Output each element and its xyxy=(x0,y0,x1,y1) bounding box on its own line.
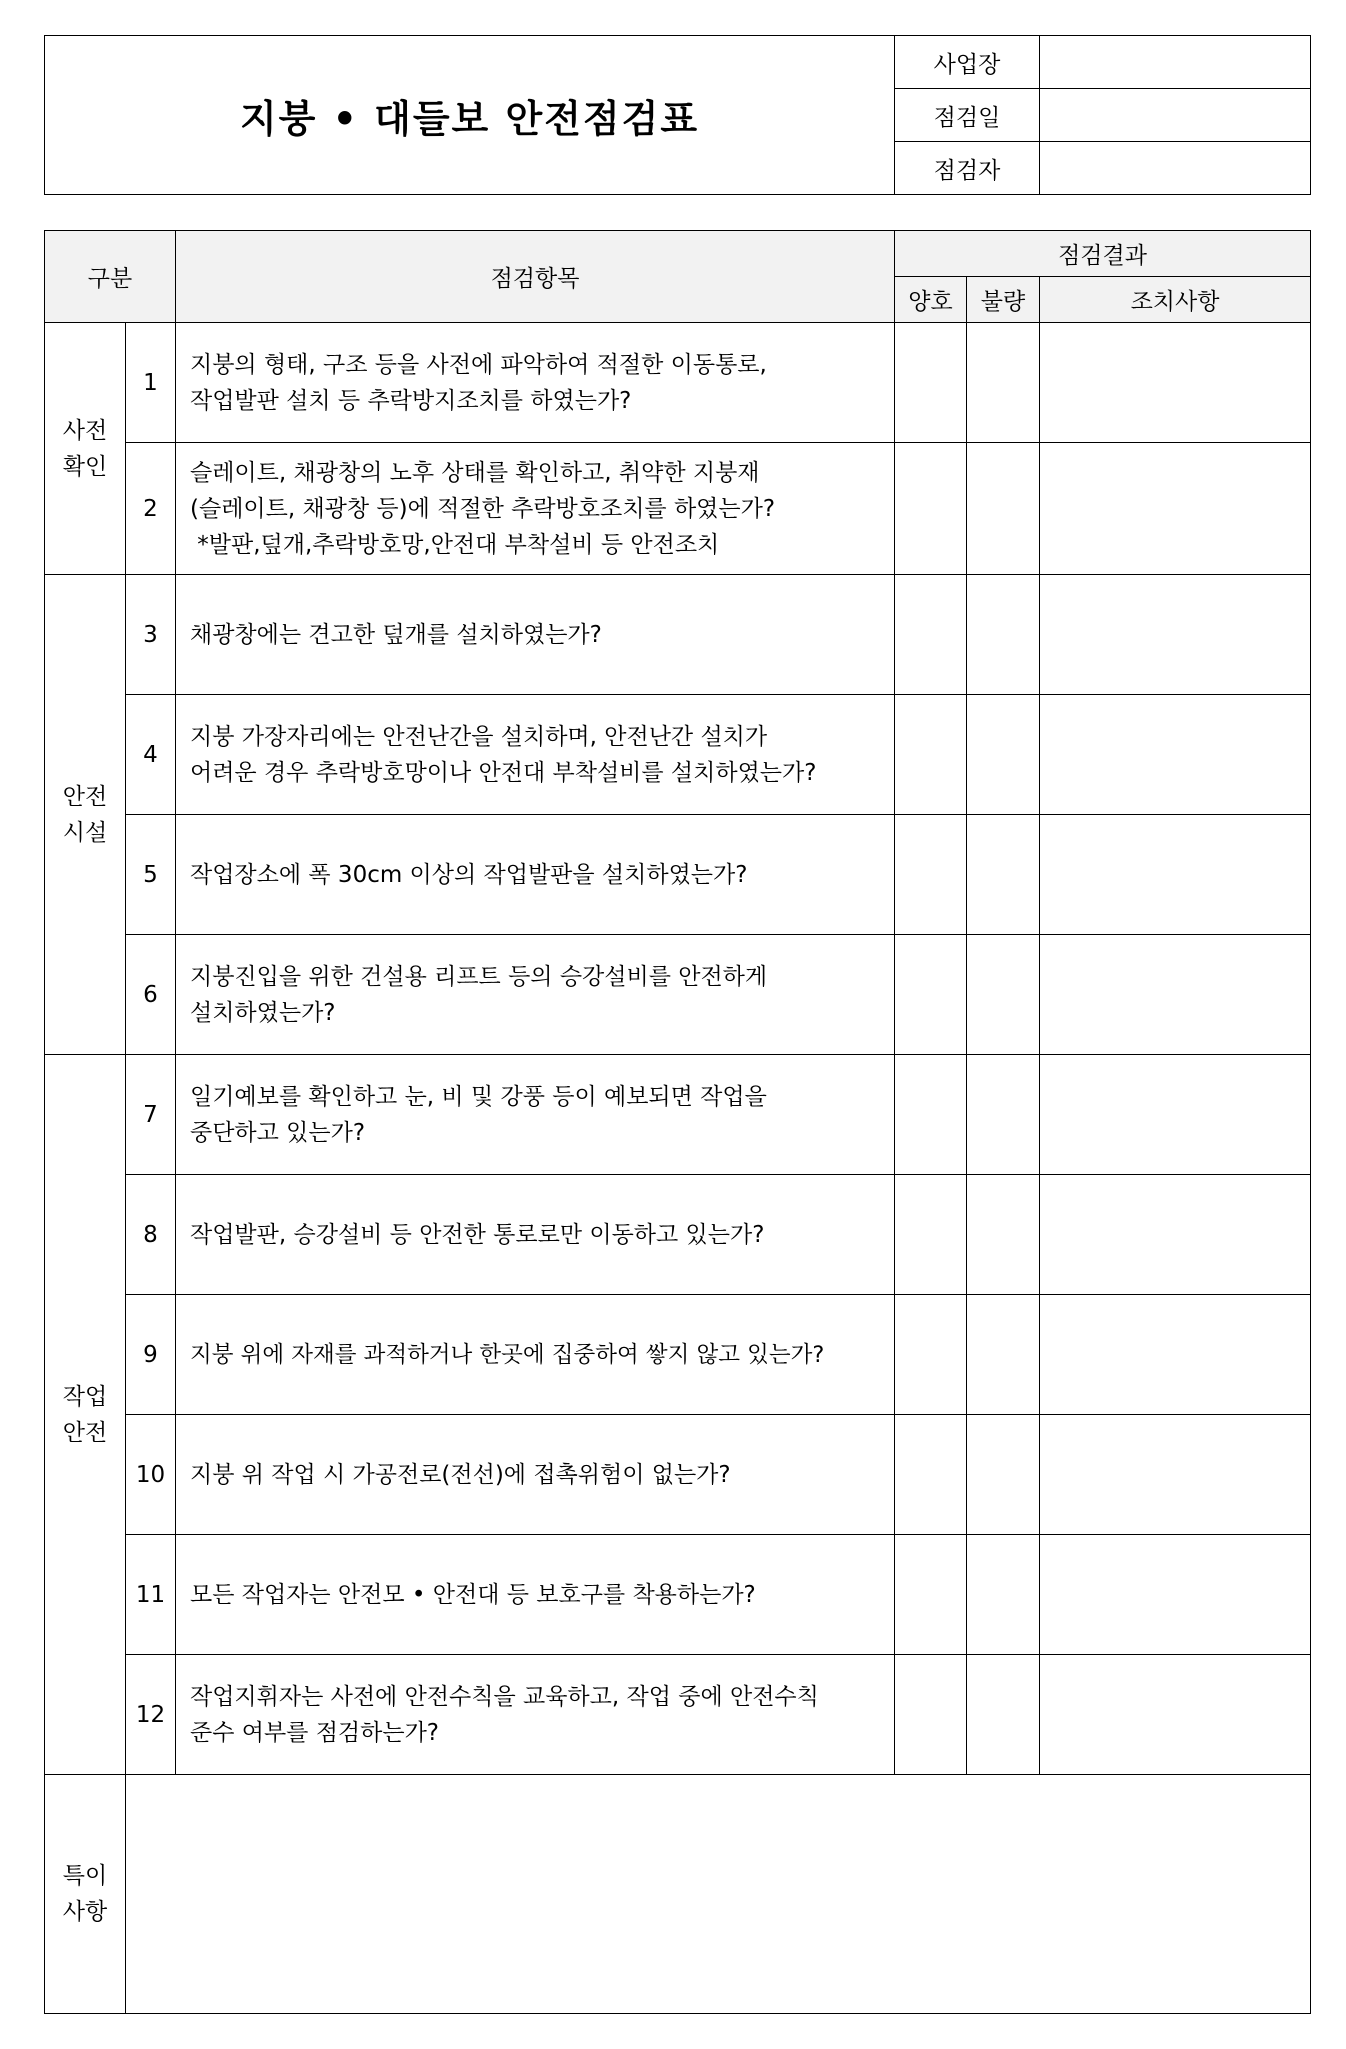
bad-checkbox[interactable] xyxy=(967,323,1040,443)
bad-checkbox[interactable] xyxy=(967,695,1040,815)
checklist-table xyxy=(44,230,1311,2014)
table-row xyxy=(45,575,1311,695)
item-number: 10 xyxy=(126,1415,176,1535)
notes-row xyxy=(45,1775,1311,2014)
bad-checkbox[interactable] xyxy=(967,1295,1040,1415)
field-label-date: 점검일 xyxy=(895,89,1040,142)
col-bad-header: 불량 xyxy=(967,277,1040,323)
action-input[interactable] xyxy=(1040,323,1311,443)
section-label: 작업 안전 xyxy=(45,1055,126,1775)
bad-checkbox[interactable] xyxy=(967,1175,1040,1295)
action-input[interactable] xyxy=(1040,1535,1311,1655)
bad-checkbox[interactable] xyxy=(967,815,1040,935)
action-input[interactable] xyxy=(1040,1055,1311,1175)
field-label-site: 사업장 xyxy=(895,36,1040,89)
item-text: 모든 작업자는 안전모 • 안전대 등 보호구를 착용하는가? xyxy=(176,1535,895,1655)
good-checkbox[interactable] xyxy=(895,1295,967,1415)
item-number: 12 xyxy=(126,1655,176,1775)
item-number: 2 xyxy=(126,443,176,575)
action-input[interactable] xyxy=(1040,1415,1311,1535)
action-input[interactable] xyxy=(1040,1655,1311,1775)
item-number: 4 xyxy=(126,695,176,815)
good-checkbox[interactable] xyxy=(895,1055,967,1175)
bad-checkbox[interactable] xyxy=(967,443,1040,575)
inspector-input[interactable] xyxy=(1040,142,1311,195)
table-row xyxy=(45,323,1311,443)
bad-checkbox[interactable] xyxy=(967,1535,1040,1655)
table-row xyxy=(45,1535,1311,1655)
item-text: 일기예보를 확인하고 눈, 비 및 강풍 등이 예보되면 작업을 중단하고 있는가? xyxy=(176,1055,895,1175)
item-text: 지붕진입을 위한 건설용 리프트 등의 승강설비를 안전하게 설치하였는가? xyxy=(176,935,895,1055)
item-text: 슬레이트, 채광창의 노후 상태를 확인하고, 취약한 지붕재 (슬레이트, 채광창 등)에 적절한 추락방호조치를 하였는가? *발판,덮개,추락방호망,안전대 부착설비 등 안전조치 xyxy=(176,443,895,575)
item-number: 7 xyxy=(126,1055,176,1175)
col-items-header: 점검항목 xyxy=(176,231,895,323)
table-row xyxy=(45,443,1311,575)
col-action-header: 조치사항 xyxy=(1040,277,1311,323)
action-input[interactable] xyxy=(1040,443,1311,575)
good-checkbox[interactable] xyxy=(895,323,967,443)
table-row xyxy=(45,1295,1311,1415)
item-text: 작업발판, 승강설비 등 안전한 통로로만 이동하고 있는가? xyxy=(176,1175,895,1295)
col-result-header: 점검결과 xyxy=(895,231,1311,277)
action-input[interactable] xyxy=(1040,1175,1311,1295)
date-input[interactable] xyxy=(1040,89,1311,142)
notes-input[interactable] xyxy=(126,1775,1311,2014)
item-number: 9 xyxy=(126,1295,176,1415)
item-number: 6 xyxy=(126,935,176,1055)
table-row xyxy=(45,815,1311,935)
section-label: 사전 확인 xyxy=(45,323,126,575)
col-good-header: 양호 xyxy=(895,277,967,323)
bad-checkbox[interactable] xyxy=(967,1415,1040,1535)
item-text: 지붕 위 작업 시 가공전로(전선)에 접촉위험이 없는가? xyxy=(176,1415,895,1535)
table-row xyxy=(45,1655,1311,1775)
table-row xyxy=(45,695,1311,815)
good-checkbox[interactable] xyxy=(895,1655,967,1775)
item-number: 3 xyxy=(126,575,176,695)
bad-checkbox[interactable] xyxy=(967,935,1040,1055)
action-input[interactable] xyxy=(1040,575,1311,695)
item-text: 채광창에는 견고한 덮개를 설치하였는가? xyxy=(176,575,895,695)
good-checkbox[interactable] xyxy=(895,1175,967,1295)
good-checkbox[interactable] xyxy=(895,575,967,695)
field-label-inspector: 점검자 xyxy=(895,142,1040,195)
col-category-header: 구분 xyxy=(45,231,176,323)
good-checkbox[interactable] xyxy=(895,1415,967,1535)
table-row xyxy=(45,1175,1311,1295)
action-input[interactable] xyxy=(1040,935,1311,1055)
header-table xyxy=(44,35,1311,195)
item-number: 5 xyxy=(126,815,176,935)
section-label: 안전 시설 xyxy=(45,575,126,1055)
item-text: 지붕 가장자리에는 안전난간을 설치하며, 안전난간 설치가 어려운 경우 추락방호망이나 안전대 부착설비를 설치하였는가? xyxy=(176,695,895,815)
item-number: 11 xyxy=(126,1535,176,1655)
item-number: 1 xyxy=(126,323,176,443)
item-text: 작업지휘자는 사전에 안전수칙을 교육하고, 작업 중에 안전수칙 준수 여부를 점검하는가? xyxy=(176,1655,895,1775)
item-text: 지붕의 형태, 구조 등을 사전에 파악하여 적절한 이동통로, 작업발판 설치 등 추락방지조치를 하였는가? xyxy=(176,323,895,443)
good-checkbox[interactable] xyxy=(895,443,967,575)
good-checkbox[interactable] xyxy=(895,1535,967,1655)
item-text: 지붕 위에 자재를 과적하거나 한곳에 집중하여 쌓지 않고 있는가? xyxy=(176,1295,895,1415)
item-text: 작업장소에 폭 30cm 이상의 작업발판을 설치하였는가? xyxy=(176,815,895,935)
table-row xyxy=(45,1415,1311,1535)
notes-label: 특이 사항 xyxy=(45,1775,126,2014)
bad-checkbox[interactable] xyxy=(967,1655,1040,1775)
good-checkbox[interactable] xyxy=(895,815,967,935)
action-input[interactable] xyxy=(1040,695,1311,815)
table-row xyxy=(45,1055,1311,1175)
item-number: 8 xyxy=(126,1175,176,1295)
site-input[interactable] xyxy=(1040,36,1311,89)
action-input[interactable] xyxy=(1040,815,1311,935)
document-title: 지붕 • 대들보 안전점검표 xyxy=(45,36,895,195)
action-input[interactable] xyxy=(1040,1295,1311,1415)
bad-checkbox[interactable] xyxy=(967,1055,1040,1175)
table-row xyxy=(45,935,1311,1055)
good-checkbox[interactable] xyxy=(895,935,967,1055)
good-checkbox[interactable] xyxy=(895,695,967,815)
bad-checkbox[interactable] xyxy=(967,575,1040,695)
